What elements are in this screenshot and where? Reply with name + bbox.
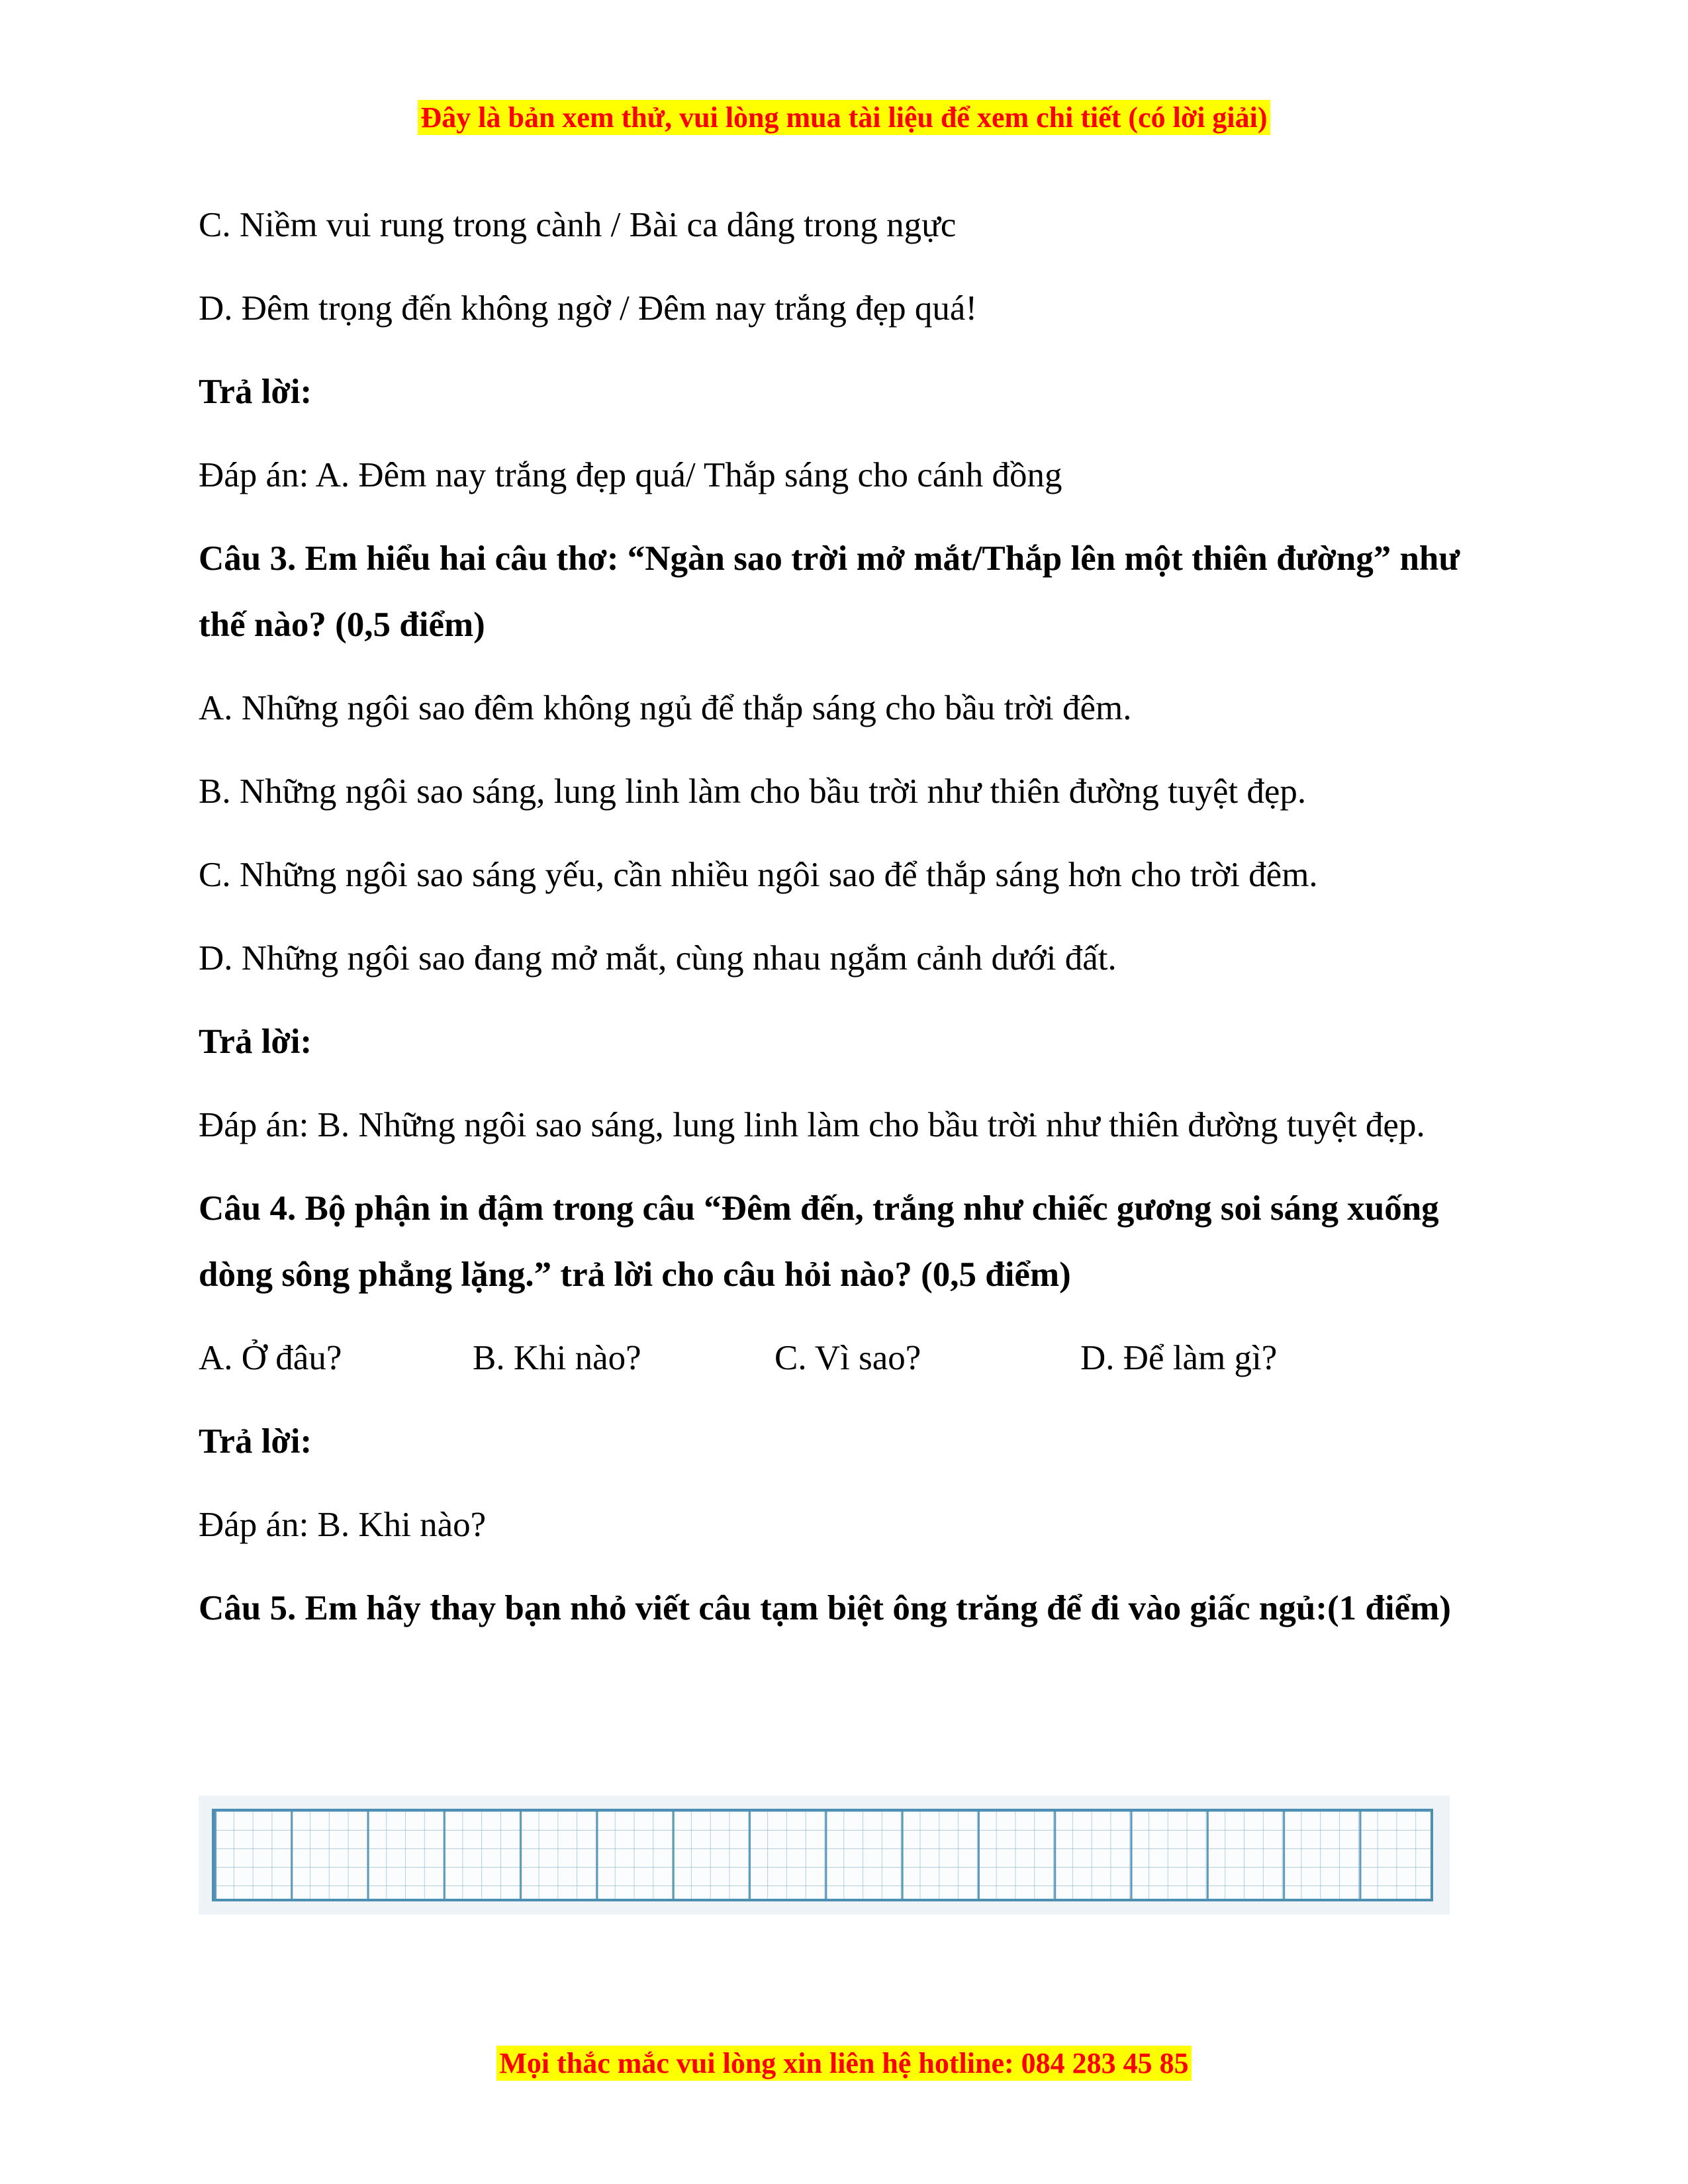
preview-notice-text: Đây là bản xem thử, vui lòng mua tài liệu để xem chi tiết (có lời giải) [418, 100, 1270, 135]
q4-options [199, 1325, 1489, 1391]
document-body [199, 192, 1489, 1659]
handwriting-grid-image [199, 1796, 1450, 1915]
q4-question: Câu 4. Bộ phận in đậm trong câu “Đêm đến, trắng như chiếc gương soi sáng xuống dòng sông phẳng lặng.” trả lời cho câu hỏi nào? (0,5 điểm) [199, 1189, 1439, 1294]
hotline-notice-text: Mọi thắc mắc vui lòng xin liên hệ hotline: 084 283 45 85 [496, 2046, 1191, 2081]
q3-reply-label: Trả lời: [199, 1023, 312, 1061]
q3-question: Câu 3. Em hiểu hai câu thơ: “Ngàn sao trời mở mắt/Thắp lên một thiên đường” như thế nào? (0,5 điểm) [199, 539, 1460, 644]
q4-option-d: D. Để làm gì? [1080, 1339, 1278, 1377]
handwriting-grid [212, 1809, 1433, 1901]
q2-option-c: C. Niềm vui rung trong cành / Bài ca dâng trong ngực [199, 206, 957, 244]
q4-option-b: B. Khi nào? [473, 1339, 641, 1377]
q2-reply-label: Trả lời: [199, 373, 312, 411]
q4-option-a: A. Ở đâu? [199, 1339, 342, 1377]
q4-reply-label: Trả lời: [199, 1422, 312, 1461]
q2-option-d: D. Đêm trọng đến không ngờ / Đêm nay trắng đẹp quá! [199, 289, 978, 328]
q3-option-b: B. Những ngôi sao sáng, lung linh làm cho bầu trời như thiên đường tuyệt đẹp. [199, 772, 1307, 811]
preview-notice-banner [0, 101, 1688, 134]
hotline-notice-banner [0, 2046, 1688, 2080]
q3-option-d: D. Những ngôi sao đang mở mắt, cùng nhau ngắm cảnh dưới đất. [199, 939, 1117, 978]
q3-option-a: A. Những ngôi sao đêm không ngủ để thắp sáng cho bầu trời đêm. [199, 689, 1132, 727]
q4-option-c: C. Vì sao? [774, 1339, 921, 1377]
q2-answer: Đáp án: A. Đêm nay trắng đẹp quá/ Thắp sáng cho cánh đồng [199, 456, 1062, 494]
q4-answer: Đáp án: B. Khi nào? [199, 1506, 487, 1544]
q3-answer: Đáp án: B. Những ngôi sao sáng, lung linh làm cho bầu trời như thiên đường tuyệt đẹp. [199, 1106, 1425, 1144]
q3-option-c: C. Những ngôi sao sáng yếu, cần nhiều ngôi sao để thắp sáng hơn cho trời đêm. [199, 856, 1318, 894]
q5-question: Câu 5. Em hãy thay bạn nhỏ viết câu tạm biệt ông trăng để đi vào giấc ngủ:(1 điểm) [199, 1589, 1451, 1627]
